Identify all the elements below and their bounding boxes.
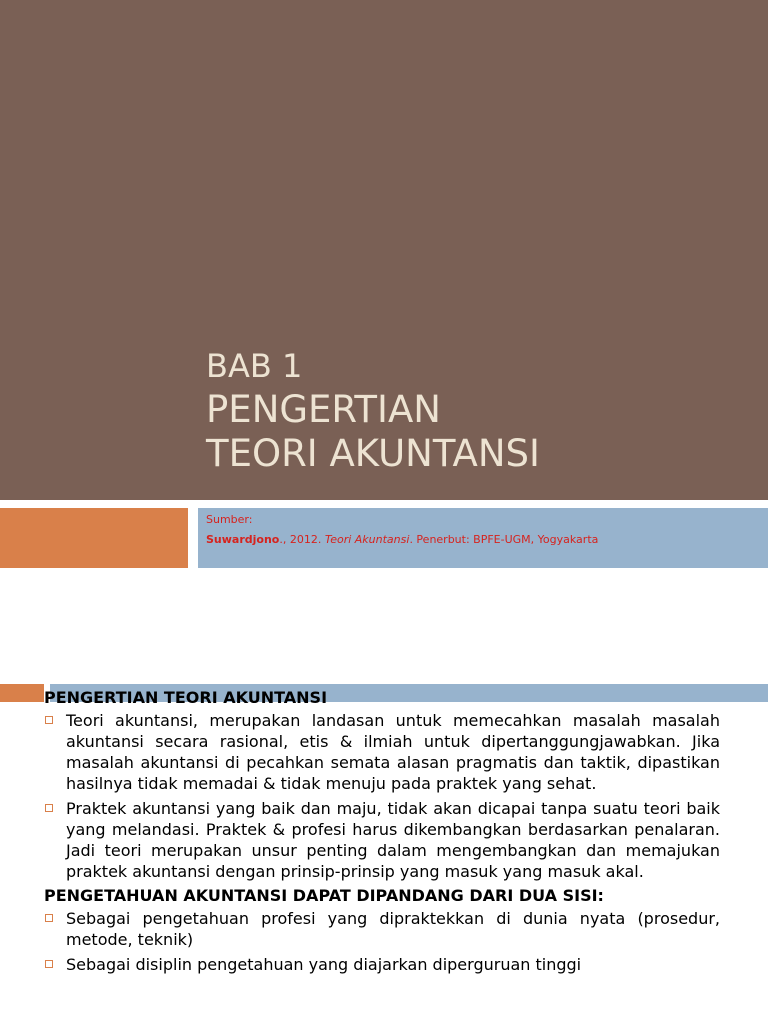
hollow-square-bullet-icon — [45, 804, 53, 812]
title-main-line2: TEORI AKUNTANSI — [206, 432, 540, 475]
content-slide — [44, 688, 720, 979]
citation-publisher: . Penerbut: BPFE-UGM, Yogyakarta — [409, 533, 599, 546]
slide-title — [206, 344, 540, 476]
section-heading-pengetahuan: PENGETAHUAN AKUNTANSI DAPAT DIPANDANG DARI DUA SISI: — [44, 886, 604, 905]
bullet-list-pengetahuan — [44, 908, 720, 975]
header-bar-orange — [0, 684, 44, 702]
section-heading-pengertian: PENGERTIAN TEORI AKUNTANSI — [44, 688, 328, 707]
bullet-text: Sebagai pengetahuan profesi yang dipraktekkan di dunia nyata (prosedur, metode, teknik) — [66, 909, 720, 949]
bullet-list-pengertian — [44, 710, 720, 882]
hollow-square-bullet-icon — [45, 960, 53, 968]
bullet-text: Sebagai disiplin pengetahuan yang diajarkan diperguruan tinggi — [66, 955, 582, 974]
list-item — [44, 954, 720, 975]
bullet-text: Praktek akuntansi yang baik dan maju, tidak akan dicapai tanpa suatu teori baik yang melandasi. Praktek & profesi harus dikembangkan berdasarkan penalaran. Jadi teori merupakan unsur penting dalam mengembangkan dan memajukan praktek akuntansi dengan prinsip-prinsip yang masuk yang masuk akal. — [66, 799, 720, 881]
citation-year: ., 2012. — [279, 533, 325, 546]
list-item — [44, 798, 720, 882]
list-item — [44, 710, 720, 794]
title-main-line1: PENGERTIAN — [206, 388, 441, 431]
source-label: Sumber: — [206, 513, 253, 526]
citation-author: Suwardjono — [206, 533, 280, 546]
bullet-text: Teori akuntansi, merupakan landasan untuk memecahkan masalah masalah akuntansi secara rasional, etis & ilmiah untuk dipertanggungjawabkan. Jika masalah akuntansi di pecahkan semata alasan pragmatis dan taktik, dipastikan hasilnya tidak memadai & tidak menuju pada praktek yang sehat. — [66, 711, 720, 793]
accent-strip-orange — [0, 508, 188, 568]
title-slide — [0, 0, 768, 500]
source-citation — [206, 533, 598, 546]
hollow-square-bullet-icon — [45, 914, 53, 922]
citation-book-title: Teori Akuntansi — [324, 533, 410, 546]
title-chapter: BAB 1 — [206, 347, 303, 385]
hollow-square-bullet-icon — [45, 716, 53, 724]
slide-separator — [0, 568, 768, 684]
list-item — [44, 908, 720, 950]
